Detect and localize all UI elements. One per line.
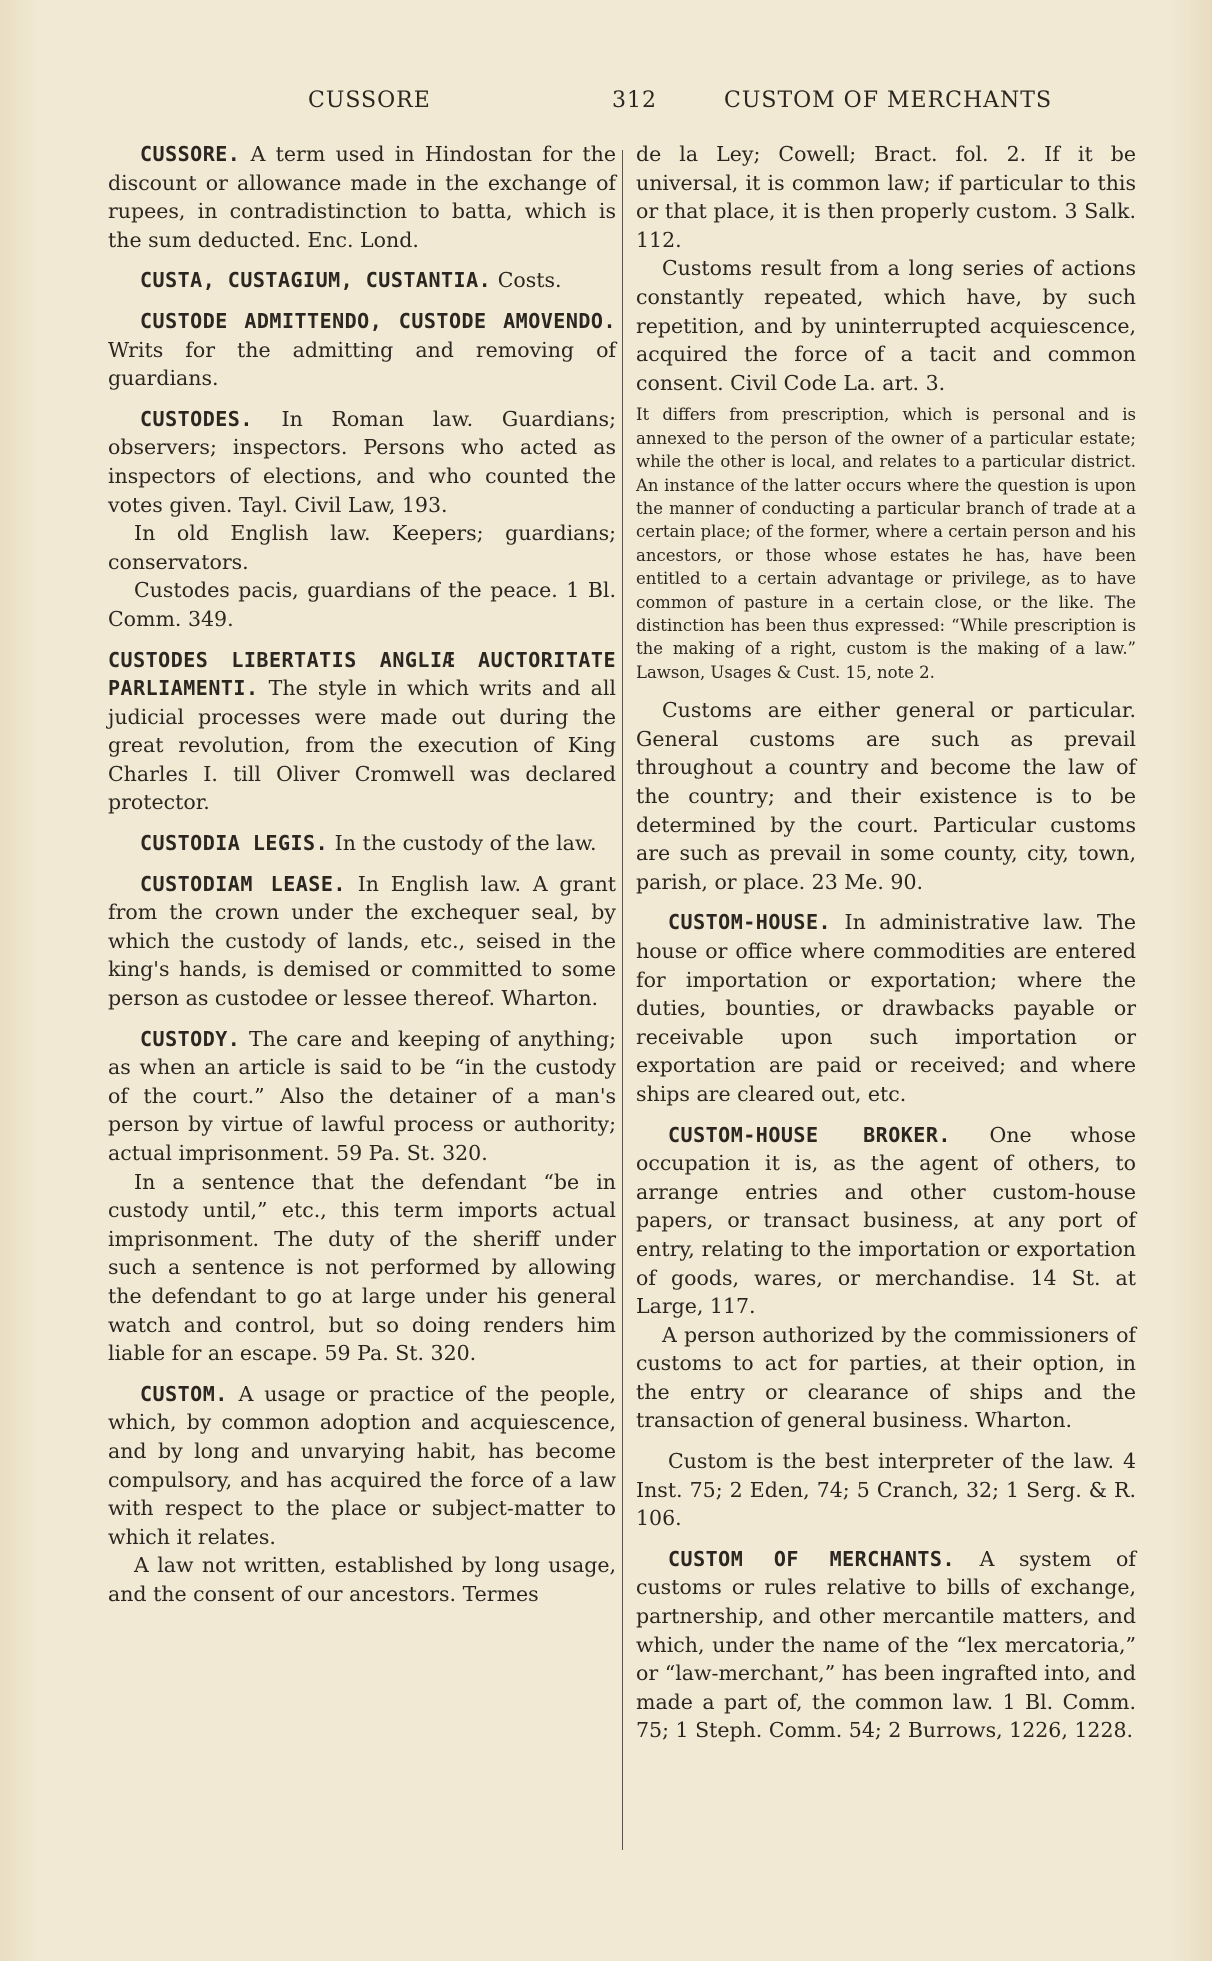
definition: In administrative law. The house or office where commodities are entered for importation or exportation; where the duties, bounties, or drawbacks payable or receivable upon such importation or exportation are paid or received; and where ships are cleared out, etc. [636,910,1136,1106]
entry-custom-house [636,908,1136,1108]
headword: CUSTOM-HOUSE BROKER. [668,1122,951,1147]
definition: The care and keeping of anything; as when an article is said to be “in the custody of the court.” Also the detainer of a man's person by virtue of lawful process or authority; actual imprisonment. 59 Pa. St. 320. [108,1026,616,1165]
definition: In the custody of the law. [334,831,597,856]
page-number: 312 [612,88,657,113]
entry-custode-admittendo [108,307,616,393]
definition-paragraph: Custodes pacis, guardians of the peace. 1 Bl. Comm. 349. [108,578,616,631]
header-left-guide-word: CUSSORE [308,88,431,113]
definition: A system of customs or rules relative to bills of exchange, partnership, and other mercantile matters, and which, under the name of the “lex mercatoria,” or “law-merchant,” has been ingrafted into, and made a part of, the common law. 1 Bl. Comm. 75; 1 Steph. Comm. 54; 2 Burrows, 1226, 1228. [636,1546,1136,1743]
headword: CUSSORE. [140,142,241,166]
entry-custom-of-merchants [636,1545,1136,1745]
headword: CUSTODES LIBERTATIS ANGLIÆ AUCTORITATE PARLIAMENTI. [108,647,616,701]
entry-custom-house-broker [636,1121,1136,1436]
definition-paragraph: A law not written, established by long usage, and the consent of our ancestors. Termes [108,1553,616,1606]
definition: A usage or practice of the people, which, by common adoption and acquiescence, and by long and unvarying habit, has become compulsory, and has acquired the force of a law with respect to the place or subject-matter to which it relates. [108,1381,616,1549]
definition: In English law. A grant from the crown under the exchequer seal, by which the custody of lands, etc., seised in the king's hands, is demised or committed to some person as custodee or lessee thereof. Wharton. [108,871,617,1011]
header-right-guide-word: CUSTOM OF MERCHANTS [724,88,1053,113]
headword: CUSTODIA LEGIS. [140,831,329,856]
definition: Costs. [497,268,562,293]
definition-paragraph: A person authorized by the commissioners of customs to act for parties, at their option, in the entry or clearance of ships and the transaction of general business. Wharton. [636,1322,1136,1433]
headword: CUSTODY. [140,1026,241,1051]
left-column [108,140,616,1621]
definition: Writs for the admitting and removing of guardians. [108,337,616,391]
entry-custom-interpreter [636,1447,1136,1533]
headword: CUSTOM. [140,1381,228,1406]
headword: CUSTA, CUSTAGIUM, CUSTANTIA. [140,268,492,293]
headword: CUSTODIAM LEASE. [140,871,346,896]
column-divider [622,150,623,1850]
headword: CUSTOM OF MERCHANTS. [668,1546,955,1571]
definition-paragraph: In a sentence that the defendant “be in custody until,” etc., this term imports actual imprisonment. The duty of the sheriff under such a sentence is not performed by allowing the defendant to go at large under his general watch and control, but so doing renders him liable for an escape. 59 Pa. St. 320. [108,1169,616,1366]
definition-paragraph: de la Ley; Cowell; Bract. fol. 2. If it be universal, it is common law; if particular to this or that place, it is then properly custom. 3 Salk. 112. [636,142,1136,252]
note-text: It differs from prescription, which is personal and is annexed to the person of the owner of a particular estate; while the other is local, and relates to a particular district. An instance of the latter occurs where the question is upon the manner of conducting a particular branch of trade at a certain place; of the former, where a certain person and his ancestors, or those whose estates he has, have been entitled to a certain advantage or privilege, as to have common of pasture in a certain close, or the like. The distinction has been thus expressed: “While prescription is the making of a right, custom is the making of a law.” Lawson, Usages & Cust. 15, note 2. [636,405,1136,682]
definition-paragraph: Custom is the best interpreter of the law. 4 Inst. 75; 2 Eden, 74; 5 Cranch, 32; 1 Serg. & R. 106. [636,1449,1136,1531]
right-column [636,140,1136,1757]
running-header [0,88,1212,128]
entry-custodia-legis [108,829,616,858]
entry-custodes [108,405,616,634]
definition: The style in which writs and all judicial processes were made out during the great revolution, from the execution of King Charles I. till Oliver Cromwell was declared protector. [108,676,616,815]
entry-custom [108,1380,616,1609]
definition-paragraph: Customs result from a long series of actions constantly repeated, which have, by such repetition, and by uninterrupted acquiescence, acquired the force of a tacit and common consent. Civil Code La. art. 3. [636,256,1136,395]
definition-paragraph: Customs are either general or particular. General customs are such as prevail throughout a country and become the law of the country; and their existence is to be determined by the court. Particular customs are such as prevail in some county, city, town, parish, or place. 23 Me. 90. [636,698,1136,894]
small-print-note [636,403,1136,684]
definition: One whose occupation it is, as the agent of others, to arrange entries and other custom-house papers, or transact business, at any port of entry, relating to the importation or exportation of goods, wares, or merchandise. 14 St. at Large, 117. [636,1122,1136,1319]
definition: In Roman law. Guardians; observers; inspectors. Persons who acted as inspectors of elections, and who counted the votes given. Tayl. Civil Law, 193. [108,406,616,517]
entry-custodes-libertatis [108,646,616,818]
definition: A term used in Hindostan for the discount or allowance made in the exchange of rupees, in contradistinction to batta, which is the sum deducted. Enc. Lond. [108,142,616,252]
entry-custa [108,266,616,295]
entry-cussore [108,140,616,254]
headword: CUSTOM-HOUSE. [668,910,832,935]
entry-custodiam-lease [108,870,616,1013]
headword: CUSTODE ADMITTENDO, CUSTODE AMOVENDO. [140,308,616,333]
entry-custody [108,1025,616,1368]
headword: CUSTODES. [140,406,253,431]
entry-custom-continued [636,140,1136,896]
definition-paragraph: In old English law. Keepers; guardians; conservators. [108,521,616,574]
